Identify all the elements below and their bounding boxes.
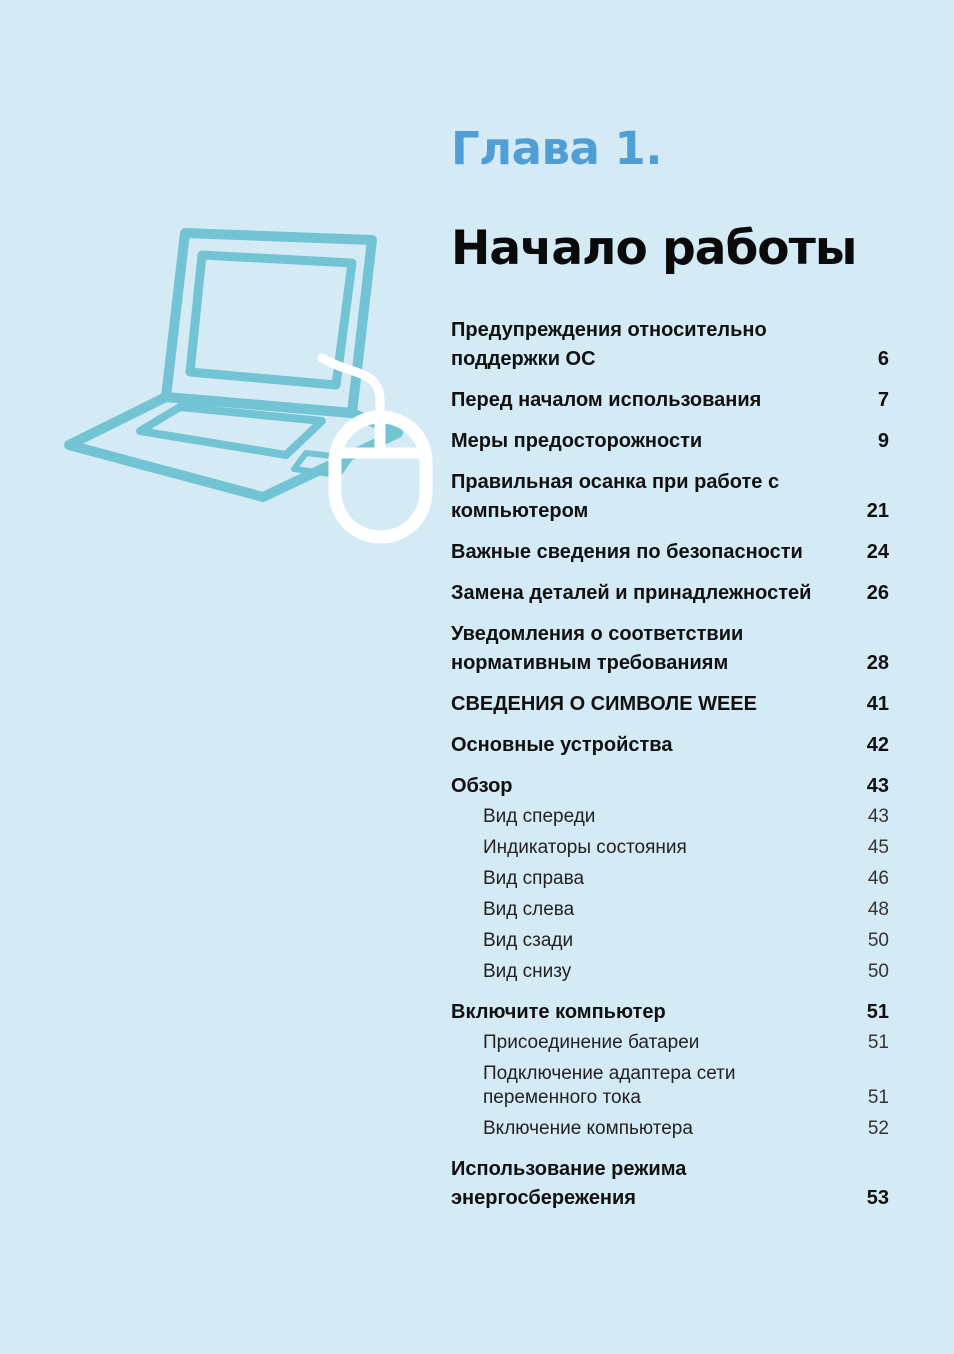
chapter-illustration	[60, 225, 440, 555]
toc-entry[interactable]	[451, 316, 889, 374]
toc-entry[interactable]	[451, 1155, 889, 1213]
toc-subentry[interactable]	[451, 1117, 889, 1141]
toc-entry-title: Перед началом использования	[451, 389, 762, 411]
toc-subentry[interactable]	[451, 836, 889, 860]
toc-entry[interactable]	[451, 620, 889, 678]
toc-entry[interactable]	[451, 427, 889, 456]
toc-subentry-page: 50	[867, 930, 889, 951]
toc-entry[interactable]	[451, 772, 889, 801]
chapter-title: Начало работы	[451, 221, 857, 276]
toc-entry-title: СВЕДЕНИЯ О СИМВОЛЕ WEEE	[451, 693, 757, 715]
toc-subentry-page: 46	[867, 868, 889, 889]
toc-entry-title: Основные устройства	[451, 734, 673, 756]
toc-subentry[interactable]	[451, 1031, 889, 1055]
toc-subentry[interactable]	[451, 867, 889, 891]
toc-entry-title: Обзор	[451, 775, 513, 797]
toc-subentry-page: 50	[867, 961, 889, 982]
toc-subentry-title: Присоединение батареи	[483, 1032, 700, 1053]
toc-entry-page: 24	[866, 541, 889, 563]
toc-subentry-page: 51	[867, 1087, 889, 1108]
table-of-contents	[451, 316, 889, 1225]
toc-entry-page: 28	[866, 652, 889, 674]
toc-entry-page: 53	[866, 1187, 889, 1209]
toc-entry-page: 6	[877, 348, 889, 370]
toc-entry-title: Замена деталей и принадлежностей	[451, 582, 812, 604]
toc-entry[interactable]	[451, 468, 889, 526]
toc-entry-title: Предупреждения относительно поддержки ОС	[451, 319, 767, 370]
toc-subentry[interactable]	[451, 898, 889, 922]
toc-entry[interactable]	[451, 998, 889, 1027]
toc-subentry-title: Включение компьютера	[483, 1118, 693, 1139]
toc-entry[interactable]	[451, 386, 889, 415]
toc-entry-title: Правильная осанка при работе с компьютером	[451, 471, 780, 522]
toc-entry-page: 21	[866, 500, 889, 522]
toc-entry-title: Использование режима энергосбережения	[451, 1158, 687, 1209]
toc-entry-page: 7	[877, 389, 889, 411]
toc-subentry-page: 52	[867, 1118, 889, 1139]
toc-subentry-page: 45	[867, 837, 889, 858]
toc-subentry-title: Вид спереди	[483, 806, 596, 827]
toc-entry-page: 43	[866, 775, 889, 797]
toc-entry-title: Уведомления о соответствии нормативным требованиям	[451, 623, 744, 674]
toc-entry-title: Важные сведения по безопасности	[451, 541, 803, 563]
toc-entry-page: 41	[866, 693, 889, 715]
toc-entry-title: Включите компьютер	[451, 1001, 666, 1023]
toc-subentry-title: Вид сзади	[483, 930, 574, 951]
toc-entry[interactable]	[451, 731, 889, 760]
toc-subentry[interactable]	[451, 960, 889, 984]
toc-entry-page: 42	[866, 734, 889, 756]
toc-entry[interactable]	[451, 538, 889, 567]
toc-entry-title: Меры предосторожности	[451, 430, 703, 452]
toc-entry[interactable]	[451, 579, 889, 608]
toc-subentry-title: Индикаторы состояния	[483, 837, 687, 858]
toc-entry-page: 26	[866, 582, 889, 604]
toc-subentry-page: 51	[867, 1032, 889, 1053]
chapter-label: Глава 1.	[451, 122, 662, 175]
toc-subentry-title: Вид снизу	[483, 961, 572, 982]
toc-subentry-page: 48	[867, 899, 889, 920]
toc-entry-page: 51	[866, 1001, 889, 1023]
toc-subentry-title: Подключение адаптера сети переменного тока	[483, 1063, 736, 1108]
toc-subentry-page: 43	[867, 806, 889, 827]
toc-subentry[interactable]	[451, 929, 889, 953]
toc-entry[interactable]	[451, 690, 889, 719]
toc-entry-page: 9	[877, 430, 889, 452]
toc-subentry[interactable]	[451, 1062, 889, 1110]
toc-subentry-title: Вид справа	[483, 868, 585, 889]
toc-subentry[interactable]	[451, 805, 889, 829]
toc-subentry-title: Вид слева	[483, 899, 575, 920]
